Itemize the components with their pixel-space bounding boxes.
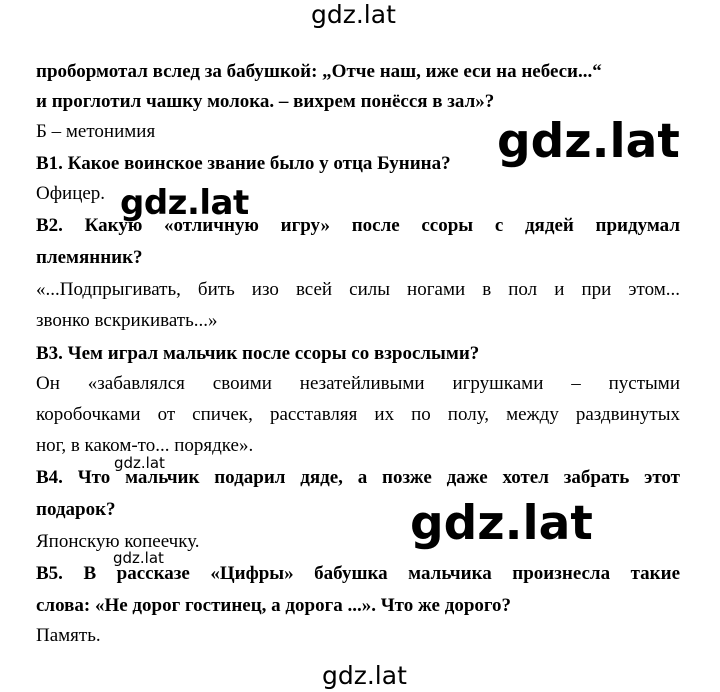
answer-b4: Японскую копеечку. — [36, 531, 200, 552]
answer-b3-line-3: ног, в каком-то... порядке». — [36, 435, 254, 456]
answer-b1: Офицер. — [36, 183, 106, 204]
question-b4-line-2: подарок? — [36, 499, 116, 520]
question-b3: В3. Чем играл мальчик после ссоры со взрослыми? — [36, 343, 480, 364]
question-b1: В1. Какое воинское звание было у отца Бунина? — [36, 153, 451, 174]
watermark-large-bottom: gdz.lat — [410, 496, 593, 551]
watermark-bottom: gdz.lat — [322, 661, 407, 690]
question-b2-line-1: В2. Какую «отличную игру» после ссоры с дядей придумал — [36, 215, 680, 236]
answer-b5: Память. — [36, 625, 101, 646]
question-b5-line-2: слова: «Не дорог гостинец, а дорога ...». Что же дорого? — [36, 595, 512, 616]
text-line-1: пробормотал вслед за бабушкой: „Отче наш, иже еси на небеси...“ — [36, 61, 602, 82]
answer-a-metonymy: Б – метонимия — [36, 121, 156, 142]
watermark-top: gdz.lat — [311, 0, 396, 29]
question-b4-line-1: В4. Что мальчик подарил дяде, а позже даже хотел забрать этот — [36, 467, 680, 488]
answer-b2-line-2: звонко вскрикивать...» — [36, 310, 218, 331]
text-line-2: и проглотил чашку молока. – вихрем понёсся в зал»? — [36, 91, 495, 112]
watermark-small-1: gdz.lat — [114, 454, 165, 472]
answer-b3-line-1: Он «забавлялся своими незатейливыми игрушками – пустыми — [36, 373, 680, 394]
answer-b2-line-1: «...Подпрыгивать, бить изо всей силы ногами в пол и при этом... — [36, 279, 680, 300]
watermark-large-top-right: gdz.lat — [497, 114, 680, 169]
question-b5-line-1: В5. В рассказе «Цифры» бабушка мальчика произнесла такие — [36, 563, 680, 584]
question-b2-line-2: племянник? — [36, 247, 143, 268]
answer-b3-line-2: коробочками от спичек, расставляя их по полу, между раздвинутых — [36, 404, 680, 425]
watermark-small-2: gdz.lat — [113, 549, 164, 567]
watermark-medium-left: gdz.lat — [120, 183, 249, 223]
